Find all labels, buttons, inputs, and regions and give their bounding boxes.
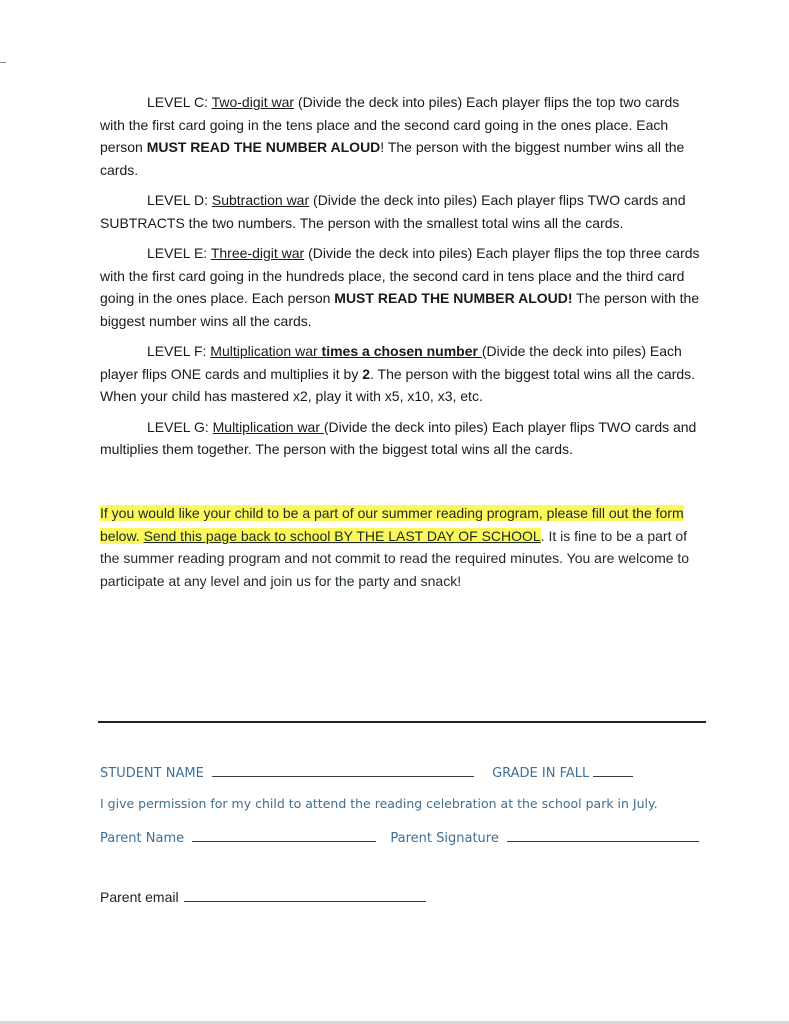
parent-email-label: Parent email — [100, 889, 179, 905]
summer-reading-notice — [100, 502, 704, 592]
level-g-game: Multiplication war — [212, 418, 324, 435]
grade-label: GRADE IN FALL — [492, 766, 590, 781]
level-c-prefix: LEVEL C: — [147, 94, 212, 110]
parent-signature-label: Parent Signature — [390, 831, 499, 846]
level-g-prefix: LEVEL G: — [147, 418, 213, 435]
level-d-game: Subtraction war — [211, 192, 310, 208]
level-g-paragraph — [100, 416, 704, 461]
level-e-paragraph — [100, 242, 704, 332]
level-f-end: . The person with the biggest total wins all the cards. When your child has mastered x2, play it with x5, x10, x3, etc. — [100, 365, 696, 404]
level-f-factor: 2 — [362, 365, 371, 382]
parent-signature-field[interactable] — [507, 829, 699, 842]
level-c-body: (Divide the deck into piles) Each player flips the top two cards with the first card going in the tens place and the second card going in the ones place. Each person — [100, 94, 680, 155]
game-levels — [100, 91, 704, 469]
parent-email-field[interactable] — [184, 889, 426, 902]
parent-row — [100, 829, 699, 846]
level-d-paragraph — [100, 189, 704, 234]
page-edge-mark — [0, 62, 6, 63]
notice-highlight-intro: If you would like your child to be a part of our summer reading program, please fill out the form below. — [100, 505, 684, 544]
level-f-body: (Divide the deck into piles) Each player flips ONE cards and multiplies it by — [100, 343, 682, 382]
level-c-paragraph — [100, 91, 704, 181]
level-e-game: Three-digit war — [210, 245, 305, 261]
level-f-game: Multiplication war — [210, 343, 318, 359]
email-row — [100, 889, 426, 905]
form-divider — [98, 721, 706, 723]
notice-highlight-deadline: Send this page back to school BY THE LAST DAY OF SCHOOL — [143, 527, 541, 544]
student-name-label: STUDENT NAME — [100, 766, 204, 781]
level-f-prefix: LEVEL F: — [147, 343, 211, 359]
level-e-prefix: LEVEL E: — [147, 245, 211, 261]
grade-field[interactable] — [593, 764, 633, 777]
level-f-paragraph — [100, 340, 704, 408]
level-e-emphasis: MUST READ THE NUMBER ALOUD! — [334, 290, 573, 306]
level-g-body: (Divide the deck into piles) Each player flips TWO cards and multiplies them together. The person with the biggest total wins all the cards. — [100, 418, 697, 457]
level-c-end: ! The person with the biggest number wins all the cards. — [100, 139, 685, 178]
parent-name-field[interactable] — [192, 829, 376, 842]
level-e-end: The person with the biggest number wins all the cards. — [100, 290, 700, 329]
level-f-game-bold: times a chosen number — [317, 343, 482, 359]
level-c-game: Two-digit war — [211, 94, 295, 110]
level-c-emphasis: MUST READ THE NUMBER ALOUD — [146, 139, 381, 155]
permission-statement: I give permission for my child to attend the reading celebration at the school park in July. — [100, 796, 658, 811]
level-e-body: (Divide the deck into piles) Each player flips the top three cards with the first card going in the hundreds place, the second card in tens place and the third card going in the ones place. Each person — [100, 245, 700, 306]
level-d-body: (Divide the deck into piles) Each player flips TWO cards and SUBTRACTS the two numbers. The person with the smallest total wins all the cards. — [100, 192, 686, 231]
student-row — [100, 764, 633, 781]
notice-rest: . It is fine to be a part of the summer reading program and not commit to read the required minutes. You are welcome to participate at any level and join us for the party and snack! — [100, 527, 690, 589]
level-d-prefix: LEVEL D: — [147, 192, 212, 208]
student-name-field[interactable] — [212, 764, 474, 777]
parent-name-label: Parent Name — [100, 831, 185, 846]
